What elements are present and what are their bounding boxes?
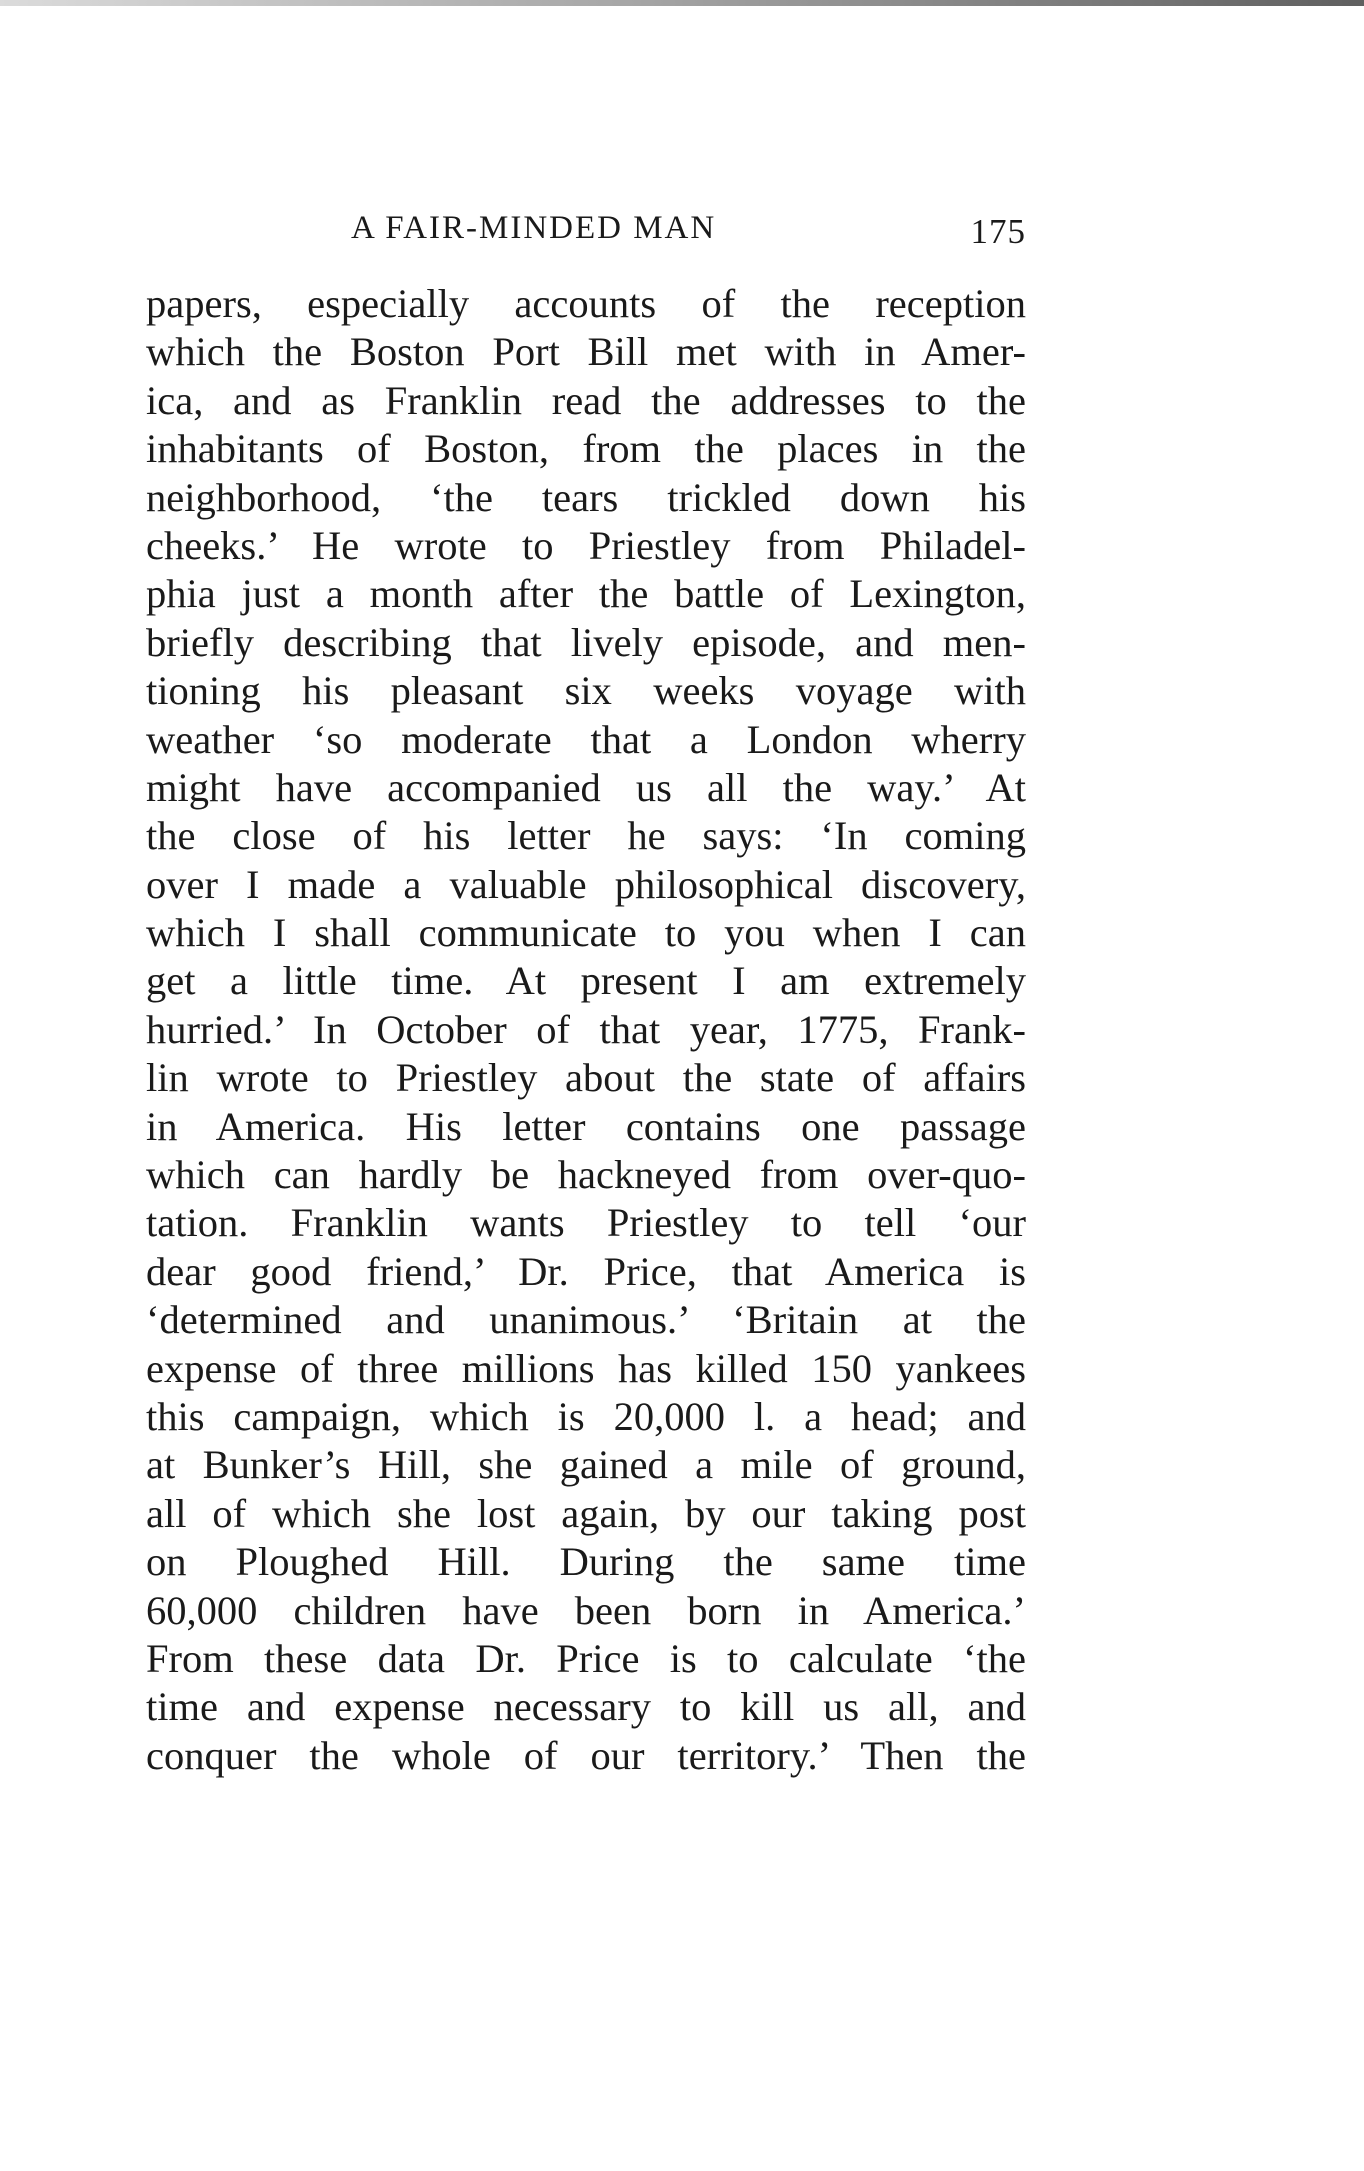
text-line: this campaign, which is 20,000 l. a head; and — [146, 1393, 1026, 1439]
text-line: ‘determined and unanimous.’ ‘Britain at the — [146, 1297, 1026, 1343]
text-line: expense of three millions has killed 150 yankees — [146, 1345, 1026, 1391]
text-line: dear good friend,’ Dr. Price, that America is — [146, 1248, 1026, 1294]
page-number: 175 — [970, 212, 1026, 251]
body-text — [146, 280, 1026, 1780]
text-line: in America. His letter contains one passage — [146, 1103, 1026, 1149]
text-line: inhabitants of Boston, from the places in the — [146, 426, 1026, 472]
text-line: on Ploughed Hill. During the same time — [146, 1539, 1026, 1585]
text-line: might have accompanied us all the way.’ At — [146, 764, 1026, 810]
text-line: tioning his pleasant six weeks voyage with — [146, 668, 1026, 714]
text-line: hurried.’ In October of that year, 1775, Frank- — [146, 1006, 1026, 1052]
running-head — [146, 200, 1026, 260]
text-line: phia just a month after the battle of Lexington, — [146, 571, 1026, 617]
text-line: tation. Franklin wants Priestley to tell ‘our — [146, 1200, 1026, 1246]
text-line: briefly describing that lively episode, and men- — [146, 619, 1026, 665]
text-line: the close of his letter he says: ‘In coming — [146, 813, 1026, 859]
book-page — [146, 200, 1026, 1780]
text-line: which can hardly be hackneyed from over-quo- — [146, 1152, 1026, 1198]
text-line: which the Boston Port Bill met with in Amer- — [146, 329, 1026, 375]
text-line: get a little time. At present I am extremely — [146, 958, 1026, 1004]
top-edge-rule — [0, 0, 1364, 6]
text-line: at Bunker’s Hill, she gained a mile of ground, — [146, 1442, 1026, 1488]
text-line: From these data Dr. Price is to calculate ‘the — [146, 1635, 1026, 1681]
text-line: all of which she lost again, by our taking post — [146, 1490, 1026, 1536]
text-line: time and expense necessary to kill us all, and — [146, 1684, 1026, 1730]
text-line: conquer the whole of our territory.’ Then the — [146, 1732, 1026, 1778]
text-line: over I made a valuable philosophical discovery, — [146, 861, 1026, 907]
text-line: neighborhood, ‘the tears trickled down his — [146, 474, 1026, 520]
text-line: which I shall communicate to you when I can — [146, 910, 1026, 956]
text-line: papers, especially accounts of the reception — [146, 281, 1026, 326]
text-line: 60,000 children have been born in America.’ — [146, 1587, 1026, 1633]
running-title: A FAIR-MINDED MAN — [351, 210, 717, 246]
text-line: cheeks.’ He wrote to Priestley from Philadel- — [146, 522, 1026, 568]
text-line: ica, and as Franklin read the addresses to the — [146, 377, 1026, 423]
text-line: weather ‘so moderate that a London wherry — [146, 716, 1026, 762]
text-line: lin wrote to Priestley about the state of affairs — [146, 1055, 1026, 1101]
